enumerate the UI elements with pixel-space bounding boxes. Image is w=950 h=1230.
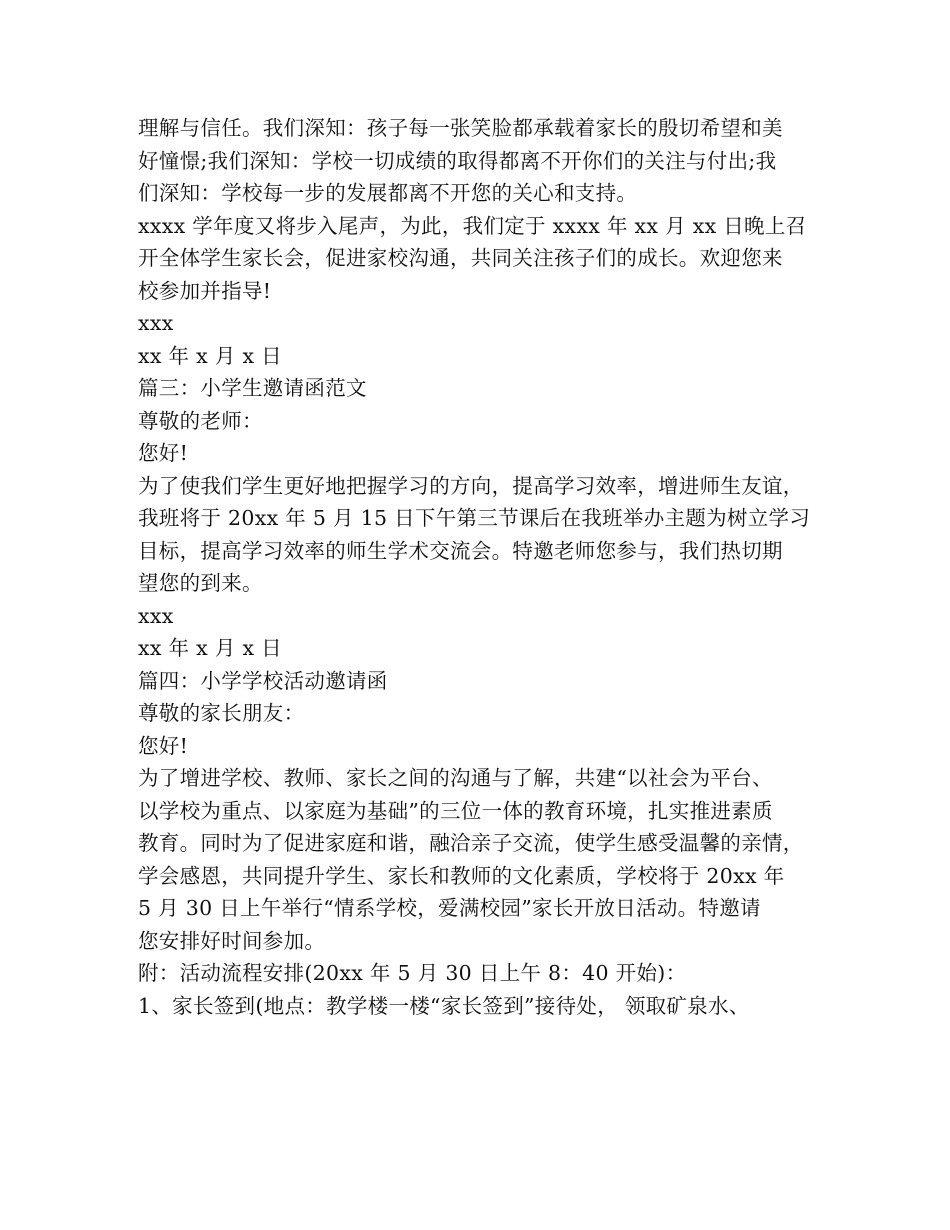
date-line: xx 年 x 月 x 日 xyxy=(138,636,282,660)
document-body xyxy=(138,112,818,1022)
text-line: 们深知：学校每一步的发展都离不开您的关心和支持。 xyxy=(138,181,638,205)
text-line: 理解与信任。我们深知：孩子每一张笑脸都承载着家长的殷切希望和美 xyxy=(138,116,783,140)
text-line: 我班将于 20xx 年 5 月 15 日下午第三节课后在我班举办主题为树立学习 xyxy=(138,506,811,530)
text-line: 您安排好时间参加。 xyxy=(138,928,326,953)
text-line: 1、家长签到(地点：教学楼一楼“家长签到”接待处， 领取矿泉水、 xyxy=(138,993,750,1018)
text-line: 附：活动流程安排(20xx 年 5 月 30 日上午 8：40 开始)： xyxy=(138,961,687,985)
text-line: 为了使我们学生更好地把握学习的方向，提高学习效率，增进师生友谊， xyxy=(138,473,804,498)
text-line: 为了增进学校、教师、家长之间的沟通与了解，共建“以社会为平台、 xyxy=(138,766,773,790)
signature-line: xxx xyxy=(138,311,174,335)
section-heading: 篇三：小学生邀请函范文 xyxy=(138,376,367,400)
text-line: 校参加并指导! xyxy=(138,278,272,303)
greeting: 您好! xyxy=(138,733,189,758)
text-line: 学会感恩，共同提升学生、家长和教师的文化素质，学校将于 20xx 年 xyxy=(138,863,785,888)
text-line: 以学校为重点、以家庭为基础”的三位一体的教育环境，扎实推进素质 xyxy=(138,798,773,823)
text-line: 目标，提高学习效率的师生学术交流会。特邀老师您参与，我们热切期 xyxy=(138,538,783,563)
greeting: 您好! xyxy=(138,441,189,465)
text-line: 好憧憬;我们深知：学校一切成绩的取得都离不开你们的关注与付出;我 xyxy=(138,148,777,173)
section-heading: 篇四：小学学校活动邀请函 xyxy=(138,668,388,693)
text-line: 开全体学生家长会，促进家校沟通，共同关注孩子们的成长。欢迎您来 xyxy=(138,246,783,270)
date-line: xx 年 x 月 x 日 xyxy=(138,343,282,368)
text-line: 望您的到来。 xyxy=(138,571,263,595)
text-line: 5 月 30 日上午举行“情系学校，爱满校园”家长开放日活动。特邀请 xyxy=(138,896,761,920)
signature-line: xxx xyxy=(138,603,174,628)
salutation: 尊敬的老师： xyxy=(138,408,263,433)
salutation: 尊敬的家长朋友： xyxy=(138,701,305,725)
text-line: xxxx 学年度又将步入尾声，为此，我们定于 xxxx 年 xx 月 xx 日晚上召 xyxy=(138,213,807,238)
text-line: 教育。同时为了促进家庭和谐，融洽亲子交流，使学生感受温馨的亲情， xyxy=(138,831,804,855)
